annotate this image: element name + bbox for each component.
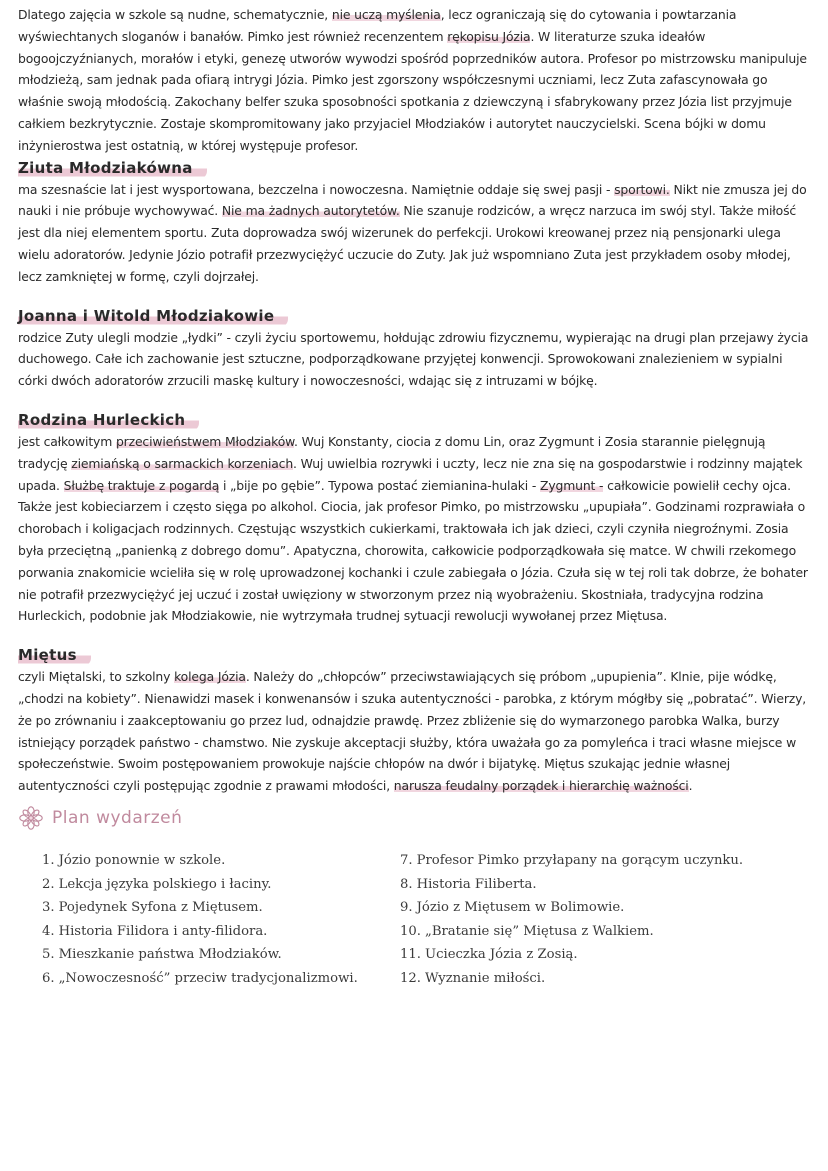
plan-item bbox=[400, 967, 743, 991]
plan-column-left bbox=[42, 849, 400, 991]
plan-header bbox=[18, 803, 814, 833]
plan-item-number: 5. bbox=[42, 947, 55, 963]
highlight: ziemiańską o sarmackich korzeniach bbox=[71, 455, 294, 471]
plan-item-number: 10. bbox=[400, 923, 421, 939]
plan-item-text: Lekcja języka polskiego i łaciny. bbox=[58, 876, 272, 892]
plan-item-text: Józio ponownie w szkole. bbox=[58, 852, 226, 868]
section-parents bbox=[18, 305, 814, 392]
plan-item bbox=[400, 873, 743, 897]
text-run: jest całkowitym bbox=[18, 433, 116, 449]
text-run: . Wuj Konstanty, ciocia z domu Lin, oraz Zygmunt i Zosia starannie pielęgnują tradycję bbox=[18, 433, 766, 471]
plan-item-number: 1. bbox=[42, 852, 55, 868]
plan-item bbox=[42, 849, 400, 873]
plan-column-right bbox=[400, 849, 743, 991]
text-run: i „bije po gębie”. Typowa postać ziemianina-hulaki - bbox=[219, 477, 540, 493]
intro-paragraph bbox=[18, 4, 814, 157]
document-page bbox=[18, 4, 814, 990]
plan-item bbox=[42, 967, 400, 991]
highlight: narusza feudalny porządek i hierarchię ważności bbox=[393, 778, 689, 794]
text-run: ma szesnaście lat i jest wysportowana, bezczelna i nowoczesna. Namiętnie oddaje się swej pasji - bbox=[18, 181, 615, 197]
section-heading: Rodzina Hurleckich bbox=[18, 409, 199, 431]
text-run: Nikt nie zmusza jej do nauki i nie próbuje wychowywać. bbox=[18, 181, 807, 219]
text-run: . Należy do „chłopców” przeciwstawiających się próbom „upupienia”. Klnie, pije wódkę, „chodzi na kobiety”. Nienawidzi masek i konwenansów i szuka autentyczności - parobka, z którym mógłby się „pobratać”. Wierzy, że po zrównaniu i zaakceptowaniu go przez lud, odnajdzie prawdę. Przez zbliżenie się do wymarzonego parobka Walka, burzy istniejący porządek państwo - chamstwo. Nie zyskuje akceptacji służby, która uważała go za pomyleńca i traci własne miejsce w społeczeństwie. Swoim postępowaniem prowokuje najście chłopów na dwór i bijatykę. Miętus szukając jednie własnej autentyczności czyli postępując zgodnie z prawami młodości, bbox=[18, 669, 807, 794]
plan-item bbox=[42, 920, 400, 944]
section-paragraph bbox=[18, 179, 814, 288]
plan-title: Plan wydarzeń bbox=[52, 807, 183, 828]
plan-item bbox=[400, 920, 743, 944]
section-zuta bbox=[18, 157, 814, 288]
highlight: Zygmunt - bbox=[540, 477, 604, 493]
flower-icon bbox=[18, 805, 44, 831]
text-run: , lecz ograniczają się do cytowania i powtarzania wyświechtanych sloganów i banałów. Pimko jest również recenzentem bbox=[18, 7, 737, 44]
plan-item-text: Józio z Miętusem w Bolimowie. bbox=[416, 900, 625, 916]
highlight: kolega Józia bbox=[174, 669, 246, 685]
plan-item-number: 2. bbox=[42, 876, 55, 892]
plan-item-number: 4. bbox=[42, 923, 55, 939]
text-run: . W literaturze szuka ideałów bogoojczyźnianych, morałów i etyki, genezę utworów wywodzi spośród poprzedników autora. Profesor po mistrzowsku manipuluje młodzieżą, sam jednak pada ofiarą intrygi Józia. Pimko jest zgorszony współczesnymi uczniami, lecz Zuta zafascynowała go właśnie swoją młodością. Zakochany belfer szuka sposobności spotkania z dziewczyną i sfabrykowany przez Józia list przyjmuje całkiem bezkrytycznie. Zostaje skompromitowany jako przyjaciel Młodziaków i autorytet nauczycielski. Scena bójki w domu inżynierostwa jest ostatnią, w której występuje profesor. bbox=[18, 28, 807, 153]
section-paragraph: rodzice Zuty ulegli modzie „łydki” - czyli życiu sportowemu, hołdując zdrowiu fizycznemu, wypierając na drugi plan przejawy życia duchowego. Całe ich zachowanie jest sztuczne, podporządkowane przyjętej konwencji. Sprowokowani znalezieniem w sypialni córki dwóch adoratorów zrzucili maskę kultury i nowoczesności, wdając się z intruzami w bójkę. bbox=[18, 329, 809, 389]
text-run: . Wuj uwielbia rozrywki i uczty, lecz nie zna się na gospodarstwie i rodzinny majątek upada. bbox=[18, 455, 803, 493]
section-heading: Joanna i Witold Młodziakowie bbox=[18, 305, 288, 327]
text-run: całkowicie powielił cechy ojca. Także jest kobieciarzem i często sięga po alkohol. Ciocia, jak profesor Pimko, po mistrzowsku „upupiała”. Godzinami rozprawiała o chorobach i koligacjach rodzinnych. Częstując wszystkich cukierkami, traktowała ich jak dzieci, czyli czyniła niegroźnymi. Zosia była przeciętną „panienką z dobrego domu”. Apatyczna, chorowita, całkowicie podporządkowała się matce. W chwili rzekomego porwania znakomicie wcieliła się w rolę uprowadzonej kochanki i czule zabiegała o Józia. Czuła się w tej roli tak dobrze, że bohater nie potrafił przezwyciężyć jej uczuć i został uwięziony w stworzonym przez nią wyobrażeniu. Skostniała, tradycyjna rodzina Hurleckich, podobnie jak Młodziakowie, nie wytrzymała trudnej sytuacji rewolucji wywołanej przez Miętusa. bbox=[18, 477, 808, 624]
highlight: nie uczą myślenia bbox=[331, 7, 441, 22]
plan-item-number: 11. bbox=[400, 947, 421, 963]
plan-item-number: 3. bbox=[42, 900, 55, 916]
highlight: sportowi. bbox=[614, 181, 670, 197]
plan-item bbox=[400, 943, 743, 967]
highlight: rękopisu Józia bbox=[447, 28, 531, 44]
highlight: Nie ma żadnych autorytetów. bbox=[221, 203, 400, 219]
highlight: przeciwieństwem Młodziaków bbox=[115, 433, 295, 449]
section-heading: Miętus bbox=[18, 644, 91, 666]
plan-item bbox=[42, 873, 400, 897]
plan-item bbox=[42, 943, 400, 967]
section-heading: Ziuta Młodziakówna bbox=[18, 157, 207, 179]
plan-list bbox=[18, 849, 814, 991]
plan-item-text: Mieszkanie państwa Młodziaków. bbox=[58, 947, 282, 963]
section-paragraph bbox=[18, 431, 814, 627]
plan-item-number: 9. bbox=[400, 900, 413, 916]
section-mietus bbox=[18, 644, 814, 797]
plan-item-text: Profesor Pimko przyłapany na gorącym uczynku. bbox=[416, 852, 744, 868]
plan-item-number: 8. bbox=[400, 876, 413, 892]
plan-item-text: Historia Filidora i anty-filidora. bbox=[58, 923, 268, 939]
plan-item-text: Wyznanie miłości. bbox=[424, 970, 546, 986]
text-run: . bbox=[688, 778, 693, 794]
plan-item-text: „Nowoczesność” przeciw tradycjonalizmowi. bbox=[58, 970, 358, 986]
plan-item bbox=[400, 896, 743, 920]
plan-item bbox=[42, 896, 400, 920]
plan-item-number: 7. bbox=[400, 852, 413, 868]
plan-item-number: 12. bbox=[400, 970, 421, 986]
text-run: czyli Miętalski, to szkolny bbox=[18, 669, 175, 685]
plan-item-text: Ucieczka Józia z Zosią. bbox=[424, 947, 578, 963]
section-hurleccy bbox=[18, 409, 814, 627]
plan-item-text: „Bratanie się” Miętusa z Walkiem. bbox=[424, 923, 654, 939]
text-run: Dlatego zajęcia w szkole są nudne, schematycznie, bbox=[18, 7, 332, 22]
text-run: Nie szanuje rodziców, a wręcz narzuca im swój styl. Także miłość jest dla niej elementem sportu. Zuta doprowadza swój wizerunek do perfekcji. Urokowi kreowanej przez nią pensjonarki ulega wielu adoratorów. Jedynie Józio potrafił przezwyciężyć uczucie do Zuty. Jak już wspomniano Zuta jest przykładem osoby młodej, lecz zamkniętej w formę, czyli dojrzałej. bbox=[18, 203, 797, 284]
plan-item-text: Historia Filiberta. bbox=[416, 876, 537, 892]
plan-item-number: 6. bbox=[42, 970, 55, 986]
highlight: Służbę traktuje z pogardą bbox=[63, 477, 220, 493]
plan-item bbox=[400, 849, 743, 873]
plan-item-text: Pojedynek Syfona z Miętusem. bbox=[58, 900, 263, 916]
section-paragraph bbox=[18, 666, 814, 797]
